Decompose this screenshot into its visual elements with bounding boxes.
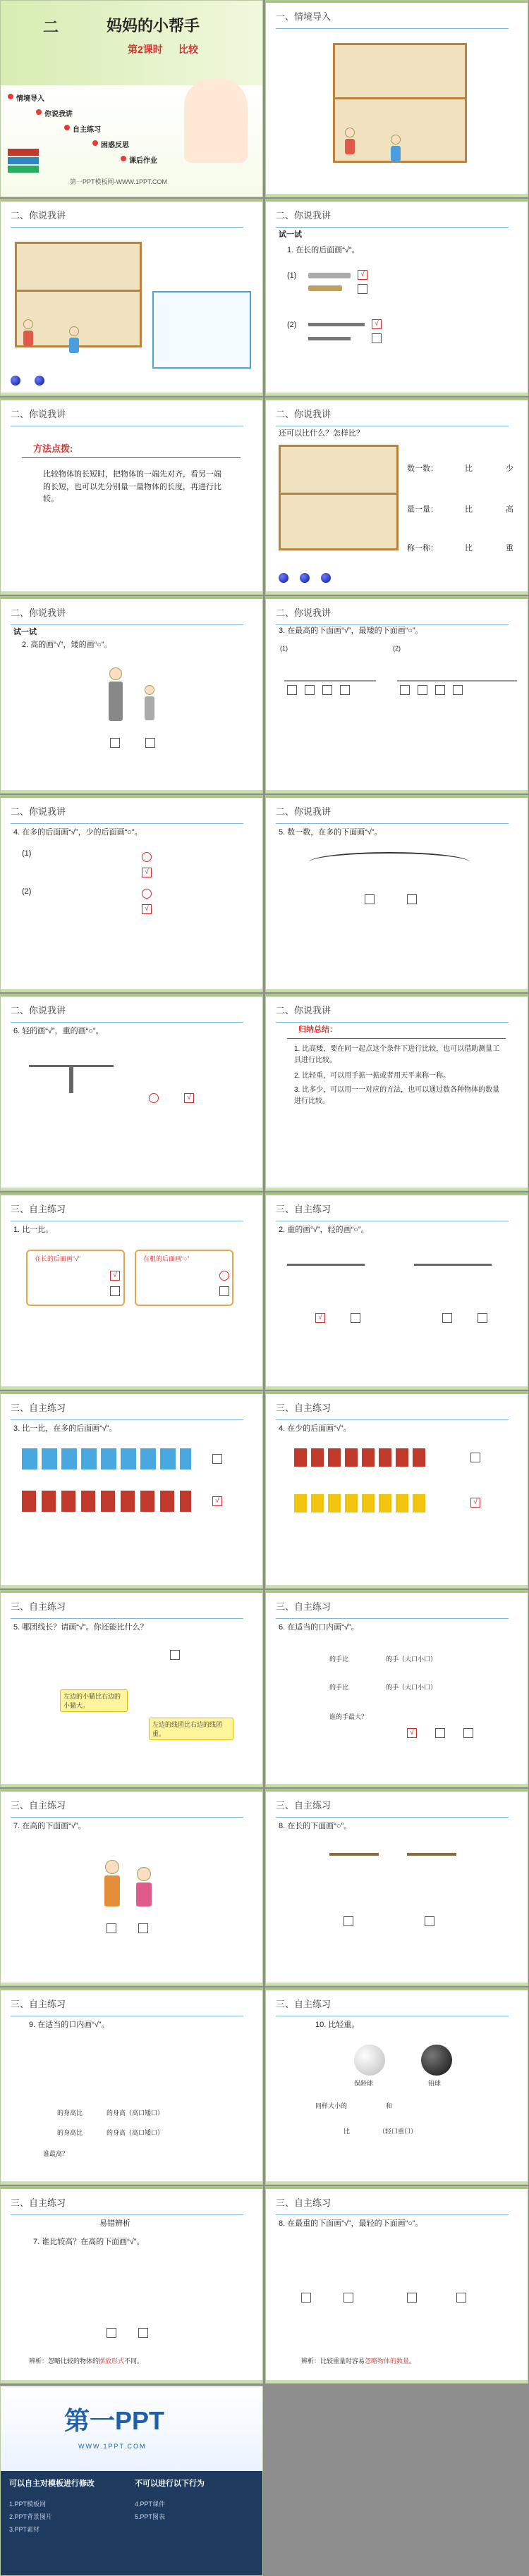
question-text: 2. 重的画“√”，轻的画“○”。 (279, 1226, 369, 1234)
subheading: 试一试 (13, 628, 37, 636)
slide-practice-9 (0, 1988, 263, 2185)
subheading: 试一试 (279, 230, 302, 239)
section-title: 二、你说我讲 (276, 804, 331, 818)
answer-box[interactable] (478, 1313, 487, 1323)
chicks-row (294, 1494, 428, 1512)
nav-dot-icon[interactable] (35, 376, 44, 386)
tip-text: 比较物体的长短时，把物体的一端先对齐，看另一端的长短，也可以先分别量一量物体的长度，再进行比较。 (43, 470, 221, 504)
section-title: 一、情境导入 (276, 9, 331, 23)
label-than: 比 (465, 544, 473, 553)
answer-box[interactable] (407, 894, 417, 904)
scale-stand (69, 1065, 73, 1093)
section-title: 二、你说我讲 (276, 605, 331, 619)
height-line-2a: 的身高比 (57, 2129, 83, 2136)
chapter-number: 二 (43, 18, 59, 36)
section-title: 二、你说我讲 (11, 407, 66, 420)
answer-circle[interactable] (149, 1093, 159, 1103)
hand-line-2b: 的手（大口小口） (386, 1684, 437, 1691)
height-line-1a: 的身高比 (57, 2109, 83, 2116)
question-text: 4. 在多的后面画“√”，少的后面画“○”。 (13, 828, 142, 837)
slide-practice-4 (265, 1391, 528, 1589)
question-text: 3. 在最高的下面画“√”，最矮的下面画“○”。 (279, 627, 423, 635)
part-label: (2) (22, 887, 32, 896)
question-text: 5. 哪团线长？请画“√”。你还能比什么？ (13, 1623, 148, 1632)
cover-footer: 第一PPT模板网-WWW.1PPT.COM (70, 178, 167, 185)
ball-label-1: 保龄球 (354, 2080, 374, 2087)
hand-line-1a: 的手比 (329, 1656, 349, 1663)
slide-more-less (0, 795, 263, 992)
answer-box[interactable] (418, 685, 427, 695)
question-text: 7. 在高的下面画“√”。 (13, 1822, 86, 1830)
answer-box[interactable] (138, 2328, 148, 2338)
menu-item-4[interactable]: 困惑反思 (101, 139, 129, 149)
question-text: 还可以比什么？怎样比？ (279, 429, 364, 438)
question-text: 6. 轻的画“√”，重的画“○”。 (13, 1027, 104, 1035)
slide-practice-6 (265, 1590, 528, 1787)
scale-beam (287, 1264, 365, 1266)
tip-title: 方法点拨: (33, 443, 73, 454)
section-title: 三、自主练习 (276, 1997, 331, 2010)
books-icon (8, 149, 39, 177)
answer-box[interactable] (340, 685, 350, 695)
label-than: 比 (465, 464, 473, 473)
slide-situation (265, 0, 528, 197)
cover-title: 妈妈的小帮手 (107, 17, 200, 35)
label-than: 比 (465, 505, 473, 514)
answer-box[interactable] (400, 685, 410, 695)
menu-item-1[interactable]: 情境导入 (16, 92, 44, 103)
question-text: 2. 高的画“√”，矮的画“○”。 (22, 641, 112, 649)
section-title: 三、自主练习 (276, 1202, 331, 1215)
slide-light-heavy (0, 994, 263, 1191)
hand-line-1b: 的手（大口小口） (386, 1656, 437, 1663)
figure-row-2 (397, 653, 517, 682)
answer-box[interactable] (212, 1454, 222, 1464)
girl-figure (135, 1867, 153, 1909)
nail-short (308, 337, 351, 340)
compare-line-4: （轻口重口） (379, 2128, 418, 2135)
menu-item-3[interactable]: 自主练习 (73, 123, 101, 134)
compare-line-2: 和 (386, 2102, 393, 2109)
answer-box[interactable] (463, 1728, 473, 1738)
lesson-topic: 比较 (178, 44, 198, 55)
scale-beam (414, 1264, 492, 1266)
robots-row (22, 1448, 191, 1469)
section-title: 二、你说我讲 (11, 1003, 66, 1016)
answer-box[interactable] (107, 1923, 116, 1933)
answer-box[interactable] (358, 284, 367, 294)
compare-line-3: 比 (343, 2128, 351, 2135)
section-title: 三、自主练习 (276, 1400, 331, 1414)
section-title: 三、自主练习 (11, 1400, 66, 1414)
answer-box[interactable] (322, 685, 332, 695)
question-text: 8. 在长的下面画“○”。 (279, 1822, 352, 1830)
section-title: 三、自主练习 (276, 2195, 331, 2209)
section-title: 三、自主练习 (11, 1202, 66, 1215)
question-text: 6. 在适当的口内画“√”。 (279, 1623, 359, 1632)
answer-box[interactable] (287, 685, 297, 695)
inset-picture (152, 291, 251, 369)
part-label: (2) (393, 645, 401, 652)
banner-line-4[interactable]: 4.PPT课件 (135, 2501, 166, 2508)
answer-box[interactable] (343, 1916, 353, 1926)
short-person (142, 685, 157, 724)
question-text: 9. 在适当的口内画“√”。 (29, 2021, 109, 2029)
question-text: 7. 谁比较高？在高的下面画“√”。 (33, 2238, 145, 2246)
answer-box[interactable] (372, 333, 382, 343)
well-2 (407, 1853, 456, 1895)
section-title: 三、自主练习 (11, 1997, 66, 2010)
slide-method (0, 398, 263, 595)
part-label: (2) (287, 321, 297, 329)
ppt-banner (0, 2386, 263, 2576)
section-title: 二、你说我讲 (276, 407, 331, 420)
slide-practice-10 (265, 1988, 528, 2185)
pencil-shorter (308, 285, 342, 291)
wardrobe-illustration (279, 445, 399, 550)
bowling-ball-icon (354, 2045, 385, 2076)
answer-box[interactable] (435, 1728, 445, 1738)
note-text: 辨析：忽略比较的物体的摆放形式不同。 (29, 2358, 144, 2365)
answer-box[interactable] (453, 685, 463, 695)
note-text: 辨析：比较重量时容易忽略物体的数量。 (301, 2358, 416, 2365)
slide-practice-2 (265, 1193, 528, 1390)
slide-tallest (265, 596, 528, 794)
answer-box[interactable]: √ (315, 1313, 325, 1323)
answer-box[interactable] (110, 738, 120, 748)
banner-url[interactable]: WWW.1PPT.COM (78, 2443, 147, 2450)
answer-box[interactable] (170, 1650, 180, 1660)
answer-box[interactable]: √ (142, 904, 152, 914)
answer-box[interactable] (305, 685, 315, 695)
part-label: (1) (280, 645, 288, 652)
answer-circle[interactable] (219, 1271, 229, 1281)
teacher-illustration (184, 78, 248, 163)
answer-box[interactable] (138, 1923, 148, 1933)
summary-title: 归纳总结： (298, 1025, 337, 1034)
banner-line-3[interactable]: 3.PPT素材 (9, 2526, 40, 2533)
answer-box[interactable]: √ (212, 1496, 222, 1506)
label-weigh: 称一称： (407, 544, 438, 553)
nav-dot-icon[interactable] (279, 573, 288, 583)
nail-long (308, 323, 365, 326)
label-heavy: 重 (506, 544, 513, 553)
ball-label-2: 铅球 (428, 2080, 442, 2087)
banner-line-1[interactable]: 1.PPT模板网 (9, 2501, 47, 2508)
slide-practice-1 (0, 1193, 263, 1390)
banner-line-2[interactable]: 2.PPT背景图片 (9, 2513, 53, 2520)
cover-slide (0, 0, 263, 197)
section-title: 二、你说我讲 (276, 1003, 331, 1016)
child-figure (68, 326, 80, 356)
summary-item-1: 1. 比高矮，要在同一起点这个条件下进行比较，也可以借助测量工具进行比较。 (294, 1045, 500, 1064)
answer-box[interactable] (365, 894, 375, 904)
answer-box[interactable] (343, 2293, 353, 2303)
boy-figure (103, 1860, 121, 1909)
answer-box[interactable]: √ (142, 868, 152, 877)
part-label: (1) (287, 271, 297, 280)
hand-line-2a: 的手比 (329, 1684, 349, 1691)
answer-box[interactable] (107, 2328, 116, 2338)
divider (22, 457, 241, 458)
answer-box[interactable]: √ (372, 319, 382, 329)
tall-person (107, 667, 125, 724)
monkeys-row (22, 1491, 191, 1512)
slide-mistake-2 (265, 2186, 528, 2384)
answer-box[interactable] (219, 1286, 229, 1296)
banner-right-head: 不可以进行以下行为 (135, 2479, 205, 2488)
answer-box[interactable] (435, 685, 445, 695)
slide-summary (265, 994, 528, 1191)
shot-put-icon (421, 2045, 452, 2076)
slide-try (265, 199, 528, 396)
question-text: 1. 在长的后面画“√”。 (287, 246, 360, 254)
answer-box[interactable] (456, 2293, 466, 2303)
section-title: 三、自主练习 (11, 2195, 66, 2209)
answer-box[interactable] (301, 2293, 311, 2303)
nav-dot-icon[interactable] (300, 573, 310, 583)
menu-item-2[interactable]: 你说我讲 (44, 108, 73, 118)
mother-figure (22, 319, 35, 349)
well-1 (329, 1853, 379, 1895)
banner-logo: 第一PPT (64, 2406, 165, 2435)
summary-item-2: 2. 比轻重，可以用手掂一掂或者用天平来称一称。 (294, 1072, 451, 1080)
mother-figure (343, 128, 356, 157)
slide-compare-what (265, 398, 528, 595)
slide-count-beads (265, 795, 528, 992)
left-hint: 在长的后面画“√” (35, 1255, 80, 1262)
slide-practice-8 (265, 1789, 528, 1986)
slide-mistake-1 (0, 2186, 263, 2384)
answer-box[interactable] (110, 1286, 120, 1296)
answer-box[interactable] (351, 1313, 360, 1323)
divider (287, 1038, 506, 1039)
label-tall: 高 (506, 505, 513, 514)
answer-circle[interactable] (142, 852, 152, 862)
banner-line-5[interactable]: 5.PPT图表 (135, 2513, 166, 2520)
label-count: 数一数： (407, 464, 438, 473)
answer-box[interactable] (425, 1916, 434, 1926)
label-measure: 量一量： (407, 505, 438, 514)
slide-talk-1 (0, 199, 263, 396)
banner-left-head: 可以自主对模板进行修改 (9, 2479, 95, 2488)
height-line-2b: 的身高（高口矮口） (107, 2129, 164, 2136)
slide-height-compare (0, 596, 263, 794)
label-less: 少 (506, 464, 513, 473)
section-title: 三、自主练习 (11, 1798, 66, 1811)
banner-info (1, 2471, 262, 2576)
nav-dot-icon[interactable] (11, 376, 20, 386)
section-title: 二、你说我讲 (276, 208, 331, 221)
monkeys-row (294, 1448, 428, 1467)
menu-item-5[interactable]: 课后作业 (129, 154, 157, 165)
subheading: 易错辨析 (99, 2219, 130, 2228)
section-title: 三、自主练习 (276, 1798, 331, 1811)
question-text: 10. 比轻重。 (315, 2021, 360, 2029)
section-title: 二、你说我讲 (11, 208, 66, 221)
child-figure (389, 135, 402, 164)
right-hint: 在粗的后面画“○” (143, 1255, 190, 1262)
speech-bubble-1: 左边的小猫比右边的小猫大。 (60, 1689, 128, 1712)
question-text: 4. 在少的后面画“√”。 (279, 1424, 351, 1433)
answer-box[interactable] (407, 2293, 417, 2303)
speech-bubble-2: 左边的线团比右边的线团重。 (149, 1718, 233, 1740)
compare-line-1: 同样大小的 (315, 2102, 348, 2109)
height-question: 谁最高？ (43, 2150, 69, 2157)
height-line-1b: 的身高（高口矮口） (107, 2109, 164, 2116)
answer-circle[interactable] (142, 889, 152, 899)
section-title: 二、你说我讲 (11, 804, 66, 818)
question-text: 1. 比一比。 (13, 1226, 54, 1234)
answer-box[interactable] (470, 1453, 480, 1462)
hand-question: 谁的手最大？ (329, 1713, 368, 1720)
summary-item-3: 3. 比多少，可以用一一对应的方法，也可以通过数各种物体的数量进行比较。 (294, 1086, 500, 1105)
section-title: 三、自主练习 (276, 1599, 331, 1613)
answer-box[interactable]: √ (184, 1093, 194, 1103)
question-text: 3. 比一比，在多的后面画“√”。 (13, 1424, 117, 1433)
answer-box[interactable]: √ (470, 1498, 480, 1508)
slide-practice-7 (0, 1789, 263, 1986)
slide-practice-3 (0, 1391, 263, 1589)
slide-practice-5 (0, 1590, 263, 1787)
question-text: 5. 数一数，在多的下面画“√”。 (279, 828, 382, 837)
bead-string (308, 852, 470, 873)
figure-row-1 (284, 653, 376, 682)
answer-box[interactable]: √ (110, 1271, 120, 1281)
answer-box[interactable]: √ (358, 270, 367, 280)
nav-dot-icon[interactable] (321, 573, 331, 583)
pencil-short (308, 273, 351, 278)
section-title: 二、你说我讲 (11, 605, 66, 619)
answer-box[interactable] (442, 1313, 452, 1323)
part-label: (1) (22, 849, 32, 858)
question-text: 8. 在最重的下面画“√”，最轻的下面画“○”。 (279, 2219, 423, 2228)
lesson-number: 第2课时 (128, 44, 163, 55)
answer-box[interactable] (145, 738, 155, 748)
answer-box[interactable]: √ (407, 1728, 417, 1738)
section-title: 三、自主练习 (11, 1599, 66, 1613)
banner-logo-area (1, 2386, 262, 2471)
